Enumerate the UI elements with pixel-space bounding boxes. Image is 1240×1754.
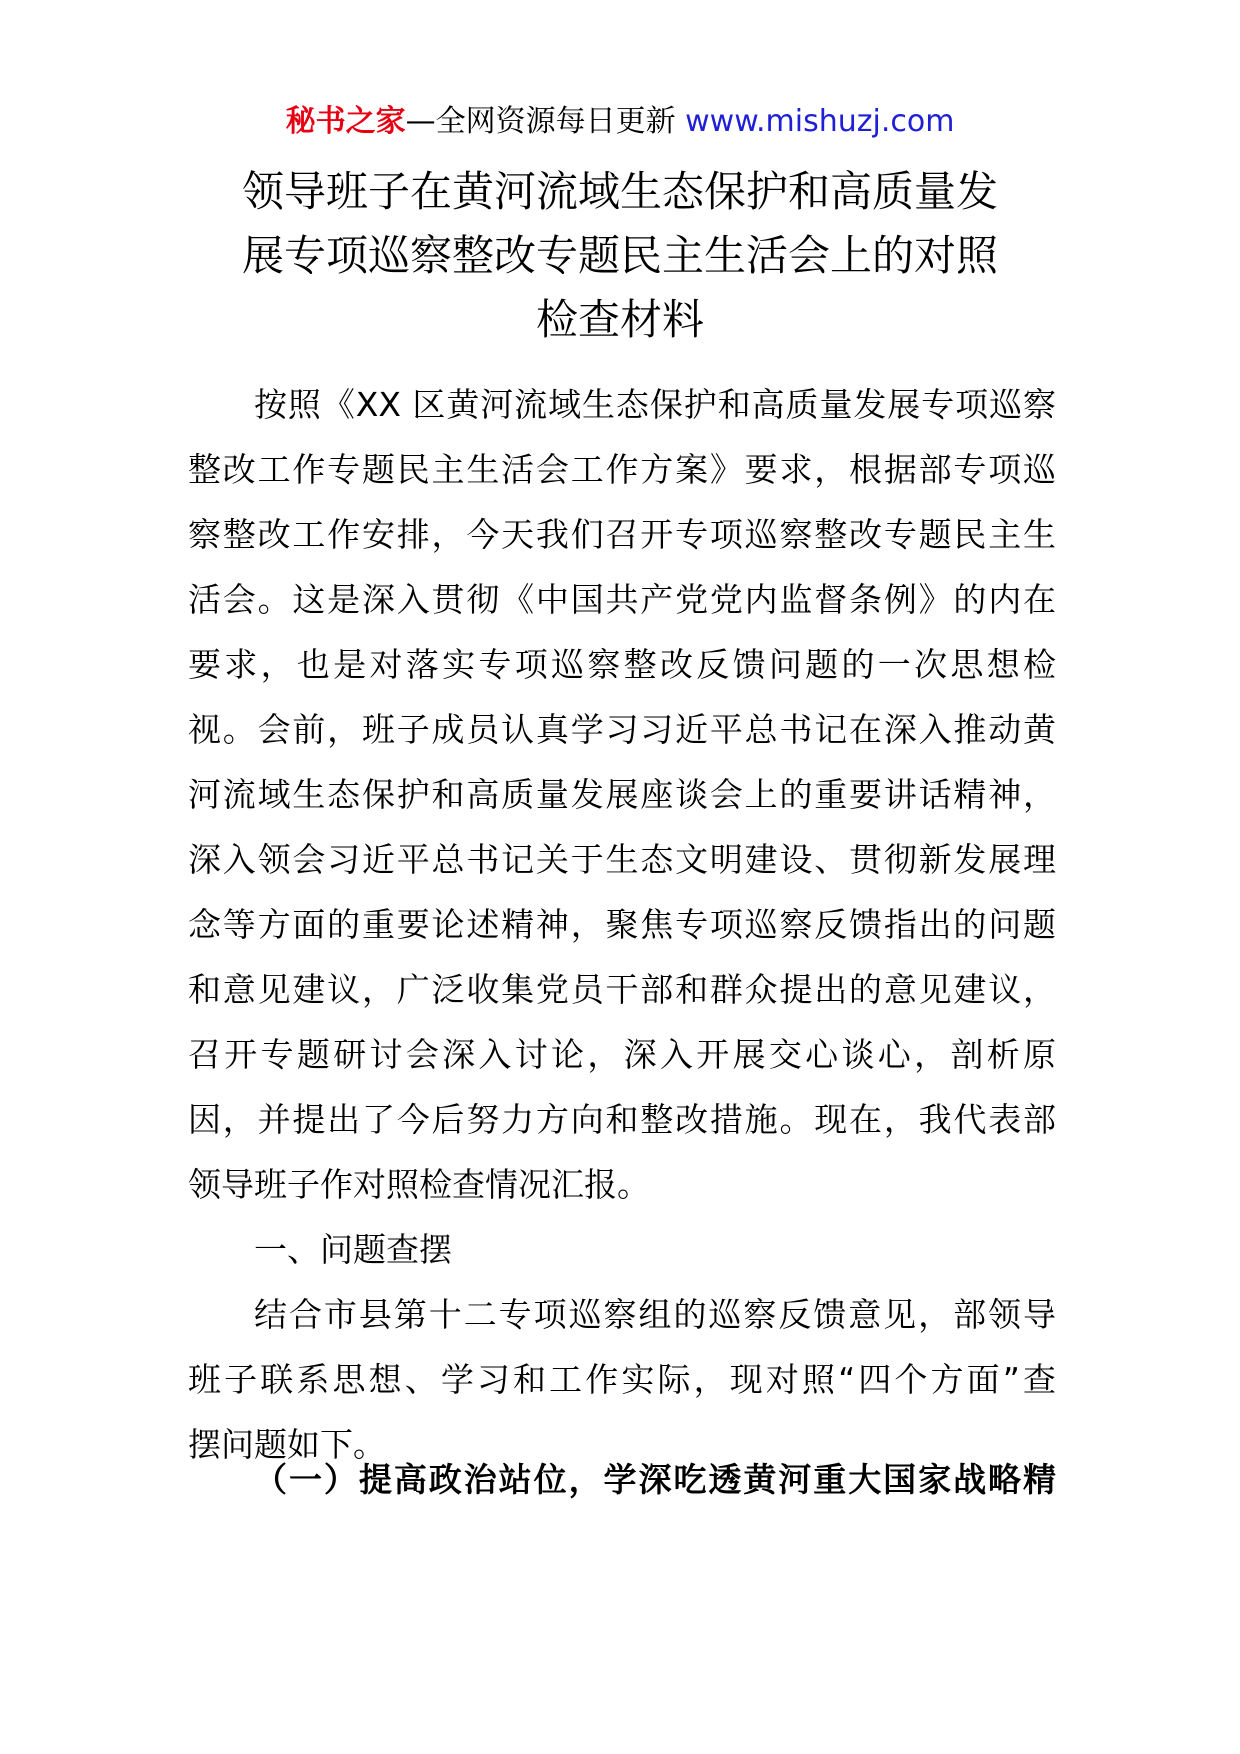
site-url-link[interactable]: www.mishuzj.com: [685, 104, 955, 139]
subheading: （一）提高政治站位，学深吃透黄河重大国家战略精: [254, 1460, 1056, 1499]
paragraph-line: 活会。这是深入贯彻《中国共产党党内监督条例》的内在: [188, 580, 1056, 619]
brand-name: 秘书之家: [285, 104, 406, 139]
title-line: 检查材料: [535, 295, 704, 344]
paragraph-line: 河流域生态保护和高质量发展座谈会上的重要讲话精神，: [188, 775, 1056, 814]
paragraph-line: 整改工作专题民主生活会工作方案》要求，根据部专项巡: [188, 450, 1056, 489]
paragraph-line: 按照《XX 区黄河流域生态保护和高质量发展专项巡察: [254, 385, 1056, 424]
paragraph-line: 召开专题研讨会深入讨论，深入开展交心谈心，剖析原: [188, 1035, 1056, 1074]
paragraph-line: 结合市县第十二专项巡察组的巡察反馈意见，部领导: [254, 1295, 1056, 1334]
document-title: [160, 160, 1080, 352]
paragraph-line: 因，并提出了今后努力方向和整改措施。现在，我代表部: [188, 1100, 1056, 1139]
paragraph-line: 要求，也是对落实专项巡察整改反馈问题的一次思想检: [188, 645, 1056, 684]
paragraph-line: 和意见建议，广泛收集党员干部和群众提出的意见建议，: [188, 970, 1056, 1009]
paragraph-line: 摆问题如下。: [188, 1425, 386, 1464]
intro-paragraph: [188, 372, 1056, 1217]
section-heading-block: [188, 1217, 1056, 1282]
paragraph-line: 念等方面的重要论述精神，聚焦专项巡察反馈指出的问题: [188, 905, 1056, 944]
title-line: 展专项巡察整改专题民主生活会上的对照: [241, 231, 998, 280]
title-line: 领导班子在黄河流域生态保护和高质量发: [241, 167, 998, 216]
paragraph-line: 深入领会习近平总书记关于生态文明建设、贯彻新发展理: [188, 840, 1056, 879]
subheading-block: [188, 1447, 1056, 1512]
paragraph-line: 领导班子作对照检查情况汇报。: [188, 1165, 650, 1204]
header-tagline: —全网资源每日更新: [405, 104, 686, 139]
paragraph-line: 察整改工作安排，今天我们召开专项巡察整改专题民主生: [188, 515, 1056, 554]
section-heading: 一、问题查摆: [254, 1230, 452, 1269]
site-header: [0, 100, 1240, 144]
paragraph-line: 视。会前，班子成员认真学习习近平总书记在深入推动黄: [188, 710, 1056, 749]
paragraph-line: 班子联系思想、学习和工作实际，现对照“四个方面”查: [188, 1360, 1056, 1399]
